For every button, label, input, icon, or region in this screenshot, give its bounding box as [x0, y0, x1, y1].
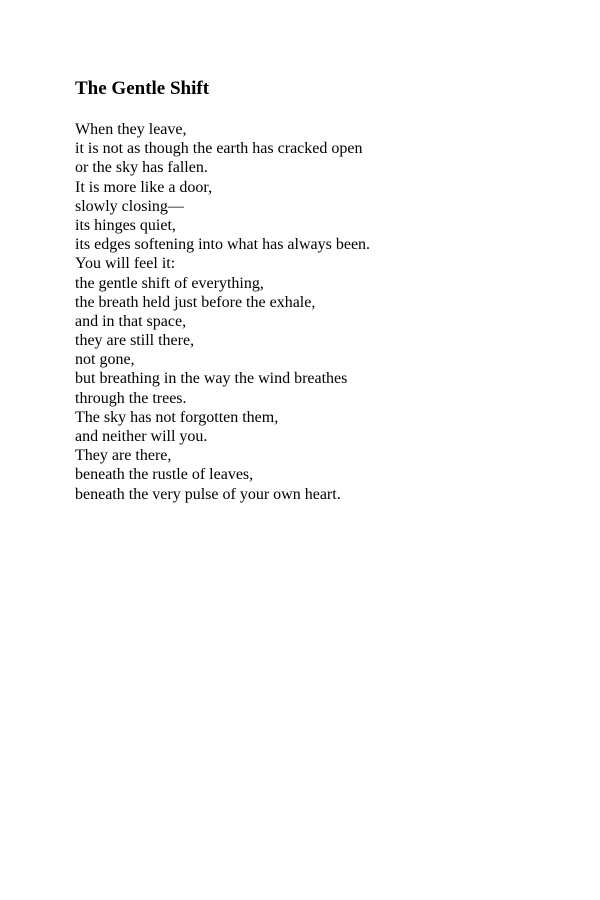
poem-line: You will feel it: — [75, 255, 176, 273]
poem-line: It is more like a door, — [75, 178, 213, 196]
poem-line: beneath the rustle of leaves, — [75, 466, 254, 484]
poem-line: but breathing in the way the wind breathes — [75, 370, 348, 388]
poem-line: the gentle shift of everything, — [75, 274, 264, 292]
poem-body — [75, 120, 370, 504]
poem-line: beneath the very pulse of your own heart. — [75, 485, 341, 503]
poem-line: and in that space, — [75, 312, 187, 330]
poem-line: slowly closing— — [75, 197, 184, 215]
poem-line: The sky has not forgotten them, — [75, 408, 279, 426]
poem-line: and neither will you. — [75, 428, 208, 445]
poem-line: not gone, — [75, 351, 135, 369]
poem-line: through the trees. — [75, 389, 187, 407]
poem-line: or the sky has fallen. — [75, 159, 208, 177]
poem-line: it is not as though the earth has cracked open — [75, 140, 363, 158]
poem-line: its edges softening into what has always been. — [75, 236, 371, 254]
poem-line: They are there, — [75, 447, 172, 465]
poem-line: When they leave, — [75, 121, 187, 138]
poem-line: the breath held just before the exhale, — [75, 293, 316, 311]
poem-line: they are still there, — [75, 332, 195, 350]
poem-title: The Gentle Shift — [75, 78, 210, 99]
poem-line: its hinges quiet, — [75, 216, 176, 234]
